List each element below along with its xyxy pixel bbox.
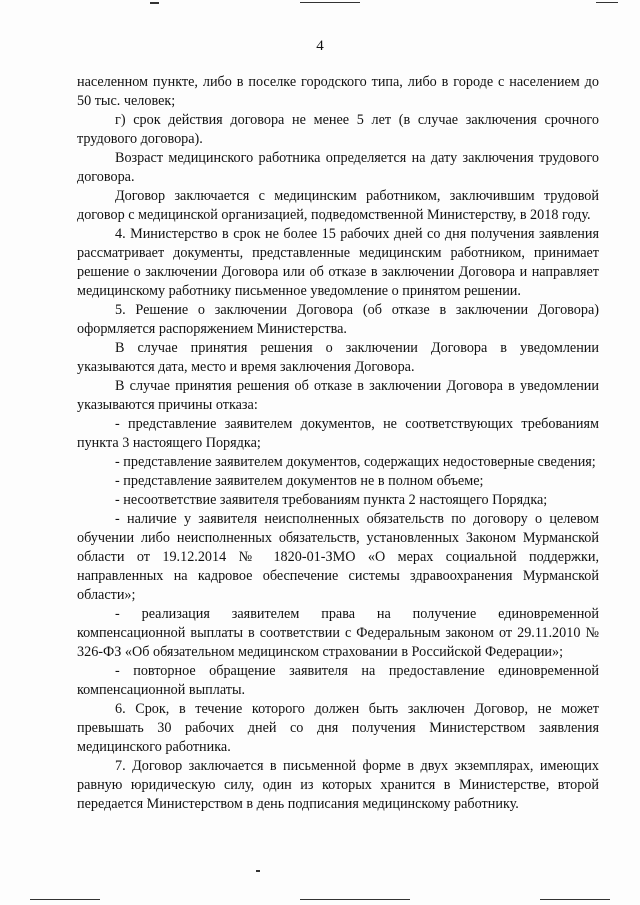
list-item: - представление заявителем документов, содержащих недостоверные сведения;: [115, 454, 596, 470]
paragraph: 5. Решение о заключении Договора (об отказе в заключении Договора) оформляется распоряжением Министерства.: [77, 302, 599, 337]
paragraph: Договор заключается с медицинским работником, заключившим трудовой договор с медицинской организацией, подведомственной Министерству, в 2018 году.: [77, 188, 599, 223]
document-body: [77, 73, 599, 814]
paragraph: В случае принятия решения о заключении Договора в уведомлении указываются дата, место и время заключения Договора.: [77, 340, 599, 375]
page-number: 4: [316, 38, 324, 54]
scan-artifact-bottom: [30, 899, 100, 900]
list-item: - несоответствие заявителя требованиям пункта 2 настоящего Порядка;: [115, 492, 548, 508]
scan-artifact-top: [300, 2, 360, 3]
scan-artifact-bottom: [256, 870, 260, 872]
scan-artifact-bottom: [540, 899, 610, 900]
list-item: - представление заявителем документов, не соответствующих требованиям пункта 3 настоящего Порядка;: [77, 416, 599, 451]
paragraph: 7. Договор заключается в письменной форме в двух экземплярах, имеющих равную юридическую силу, один из которых хранится в Министерстве, второй передается Министерством в день подписания медицинскому работнику.: [77, 758, 599, 812]
paragraph: 6. Срок, в течение которого должен быть заключен Договор, не может превышать 30 рабочих дней со дня получения Министерством заявления медицинского работника.: [77, 701, 599, 755]
scan-artifact-top: [150, 2, 159, 4]
list-item: - повторное обращение заявителя на предоставление единовременной компенсационной выплаты.: [77, 663, 599, 698]
paragraph: 4. Министерство в срок не более 15 рабочих дней со дня получения заявления рассматривает документы, представленные медицинским работником, принимает решение о заключении Договора или об отказе в заключении Договора и направляет медицинскому работнику письменное уведомление о принятом решении.: [77, 226, 599, 299]
list-item: - наличие у заявителя неисполненных обязательств по договору о целевом обучении либо неисполненных обязательств, установленных Законом Мурманской области от 19.12.2014 № 1820-01-ЗМО «О мерах социальной поддержки, направленных на кадровое обеспечение системы здравоохранения Мурманской области»;: [77, 511, 599, 603]
paragraph: населенном пункте, либо в поселке городского типа, либо в городе с населением до 50 тыс. человек;: [77, 74, 599, 109]
paragraph: Возраст медицинского работника определяется на дату заключения трудового договора.: [77, 150, 599, 185]
paragraph: г) срок действия договора не менее 5 лет (в случае заключения срочного трудового договора).: [77, 112, 599, 147]
list-item: - представление заявителем документов не в полном объеме;: [115, 473, 484, 489]
paragraph: В случае принятия решения об отказе в заключении Договора в уведомлении указываются причины отказа:: [77, 378, 599, 413]
scan-artifact-top: [596, 2, 618, 3]
scan-artifact-bottom: [300, 899, 410, 900]
list-item: - реализация заявителем права на получение единовременной компенсационной выплаты в соответствии с Федеральным законом от 29.11.2010 № 326-ФЗ «Об обязательном медицинском страховании в Российской Федерации»;: [77, 606, 599, 660]
